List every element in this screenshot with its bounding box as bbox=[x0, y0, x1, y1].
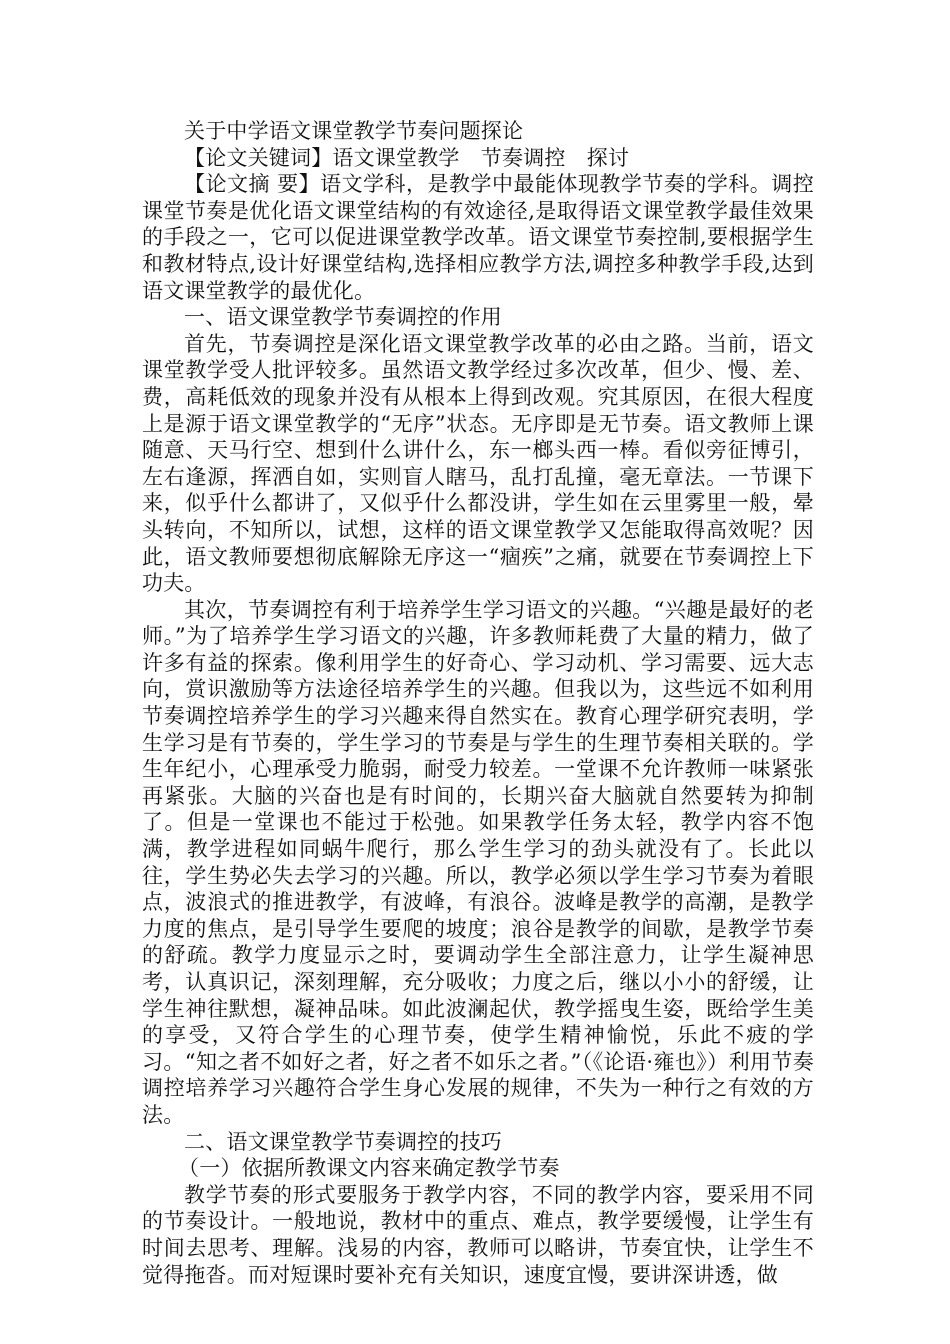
section1-paragraph-2: 其次，节奏调控有利于培养学生学习语文的兴趣。“兴趣是最好的老师。”为了培养学生学习语文的兴趣，许多教师耗费了大量的精力，做了许多有益的探索。像利用学生的好奇心、学习动机、学习需要、远大志向，赏识激励等方法途径培养学生的兴趣。但我以为，这些远不如利用节奏调控培养学生的学习兴趣来得自然实在。教育心理学研究表明，学生学习是有节奏的，学生学习的节奏是与学生的生理节奏相关联的。学生年纪小，心理承受力脆弱，耐受力较差。一堂课不允许教师一味紧张再紧张。大脑的兴奋也是有时间的，长期兴奋大脑就自然要转为抑制了。但是一堂课也不能过于松弛。如果教学任务太轻，教学内容不饱满，教学进程如同蜗牛爬行，那么学生学习的劲头就没有了。长此以往，学生势必失去学习的兴趣。所以，教学必须以学生学习节奏为着眼点，波浪式的推进教学，有波峰，有浪谷。波峰是教学的高潮，是教学力度的焦点，是引导学生要爬的坡度；浪谷是教学的间歇，是教学节奏的舒疏。教学力度显示之时，要调动学生全部注意力，让学生凝神思考，认真识记，深刻理解，充分吸收；力度之后，继以小小的舒缓，让学生神往默想，凝神品味。如此波澜起伏，教学摇曳生姿，既给学生美的享受，又符合学生的心理节奏，使学生精神愉悦，乐此不疲的学习。“知之者不如好之者，好之者不如乐之者。”（《论语·雍也》）利用节奏调控培养学习兴趣符合学生身心发展的规律，不失为一种行之有效的方法。 bbox=[142, 597, 814, 1127]
abstract-paragraph: 【论文摘 要】语文学科，是教学中最能体现教学节奏的学科。调控课堂节奏是优化语文课堂结构的有效途径,是取得语文课堂教学最佳效果的手段之一，它可以促进课堂教学改革。语文课堂节奏控制,要根据学生和教材特点,设计好课堂结构,选择相应教学方法,调控多种教学手段,达到语文课堂教学的最优化。 bbox=[142, 172, 814, 303]
section2-paragraph-1: 教学节奏的形式要服务于教学内容，不同的教学内容，要采用不同的节奏设计。一般地说，教材中的重点、难点，教学要缓慢，让学生有时间去思考、理解。浅易的内容，教师可以略讲，节奏宜快，让学生不觉得拖沓。而对短课时要补充有关知识，速度宜慢，要讲深讲透，做 bbox=[142, 1182, 814, 1287]
section-heading-2: 二、语文课堂教学节奏调控的技巧 bbox=[184, 1129, 502, 1154]
document-page bbox=[142, 118, 814, 1288]
document-title: 关于中学语文课堂教学节奏问题探论 bbox=[184, 119, 524, 143]
section1-paragraph-1: 首先，节奏调控是深化语文课堂教学改革的必由之路。当前，语文课堂教学受人批评较多。虽然语文教学经过多次改革，但少、慢、差、费，高耗低效的现象并没有从根本上得到改观。究其原因，在很大程度上是源于语文课堂教学的“无序”状态。无序即是无节奏。语文教师上课随意、天马行空、想到什么讲什么，东一榔头西一棒。看似旁征博引，左右逢源，挥洒自如，实则盲人瞎马，乱打乱撞，毫无章法。一节课下来，似乎什么都讲了，又似乎什么都没讲，学生如在云里雾里一般，晕头转向，不知所以，试想，这样的语文课堂教学又怎能取得高效呢？因此，语文教师要想彻底解除无序这一“痼疾”之痛，就要在节奏调控上下功夫。 bbox=[142, 331, 814, 596]
section-heading-1: 一、语文课堂教学节奏调控的作用 bbox=[184, 305, 502, 330]
subsection-heading-1: （一）依据所教课文内容来确定教学节奏 bbox=[178, 1156, 560, 1181]
keywords-line: 【论文关键词】语文课堂教学 节奏调控 探讨 bbox=[184, 145, 630, 170]
